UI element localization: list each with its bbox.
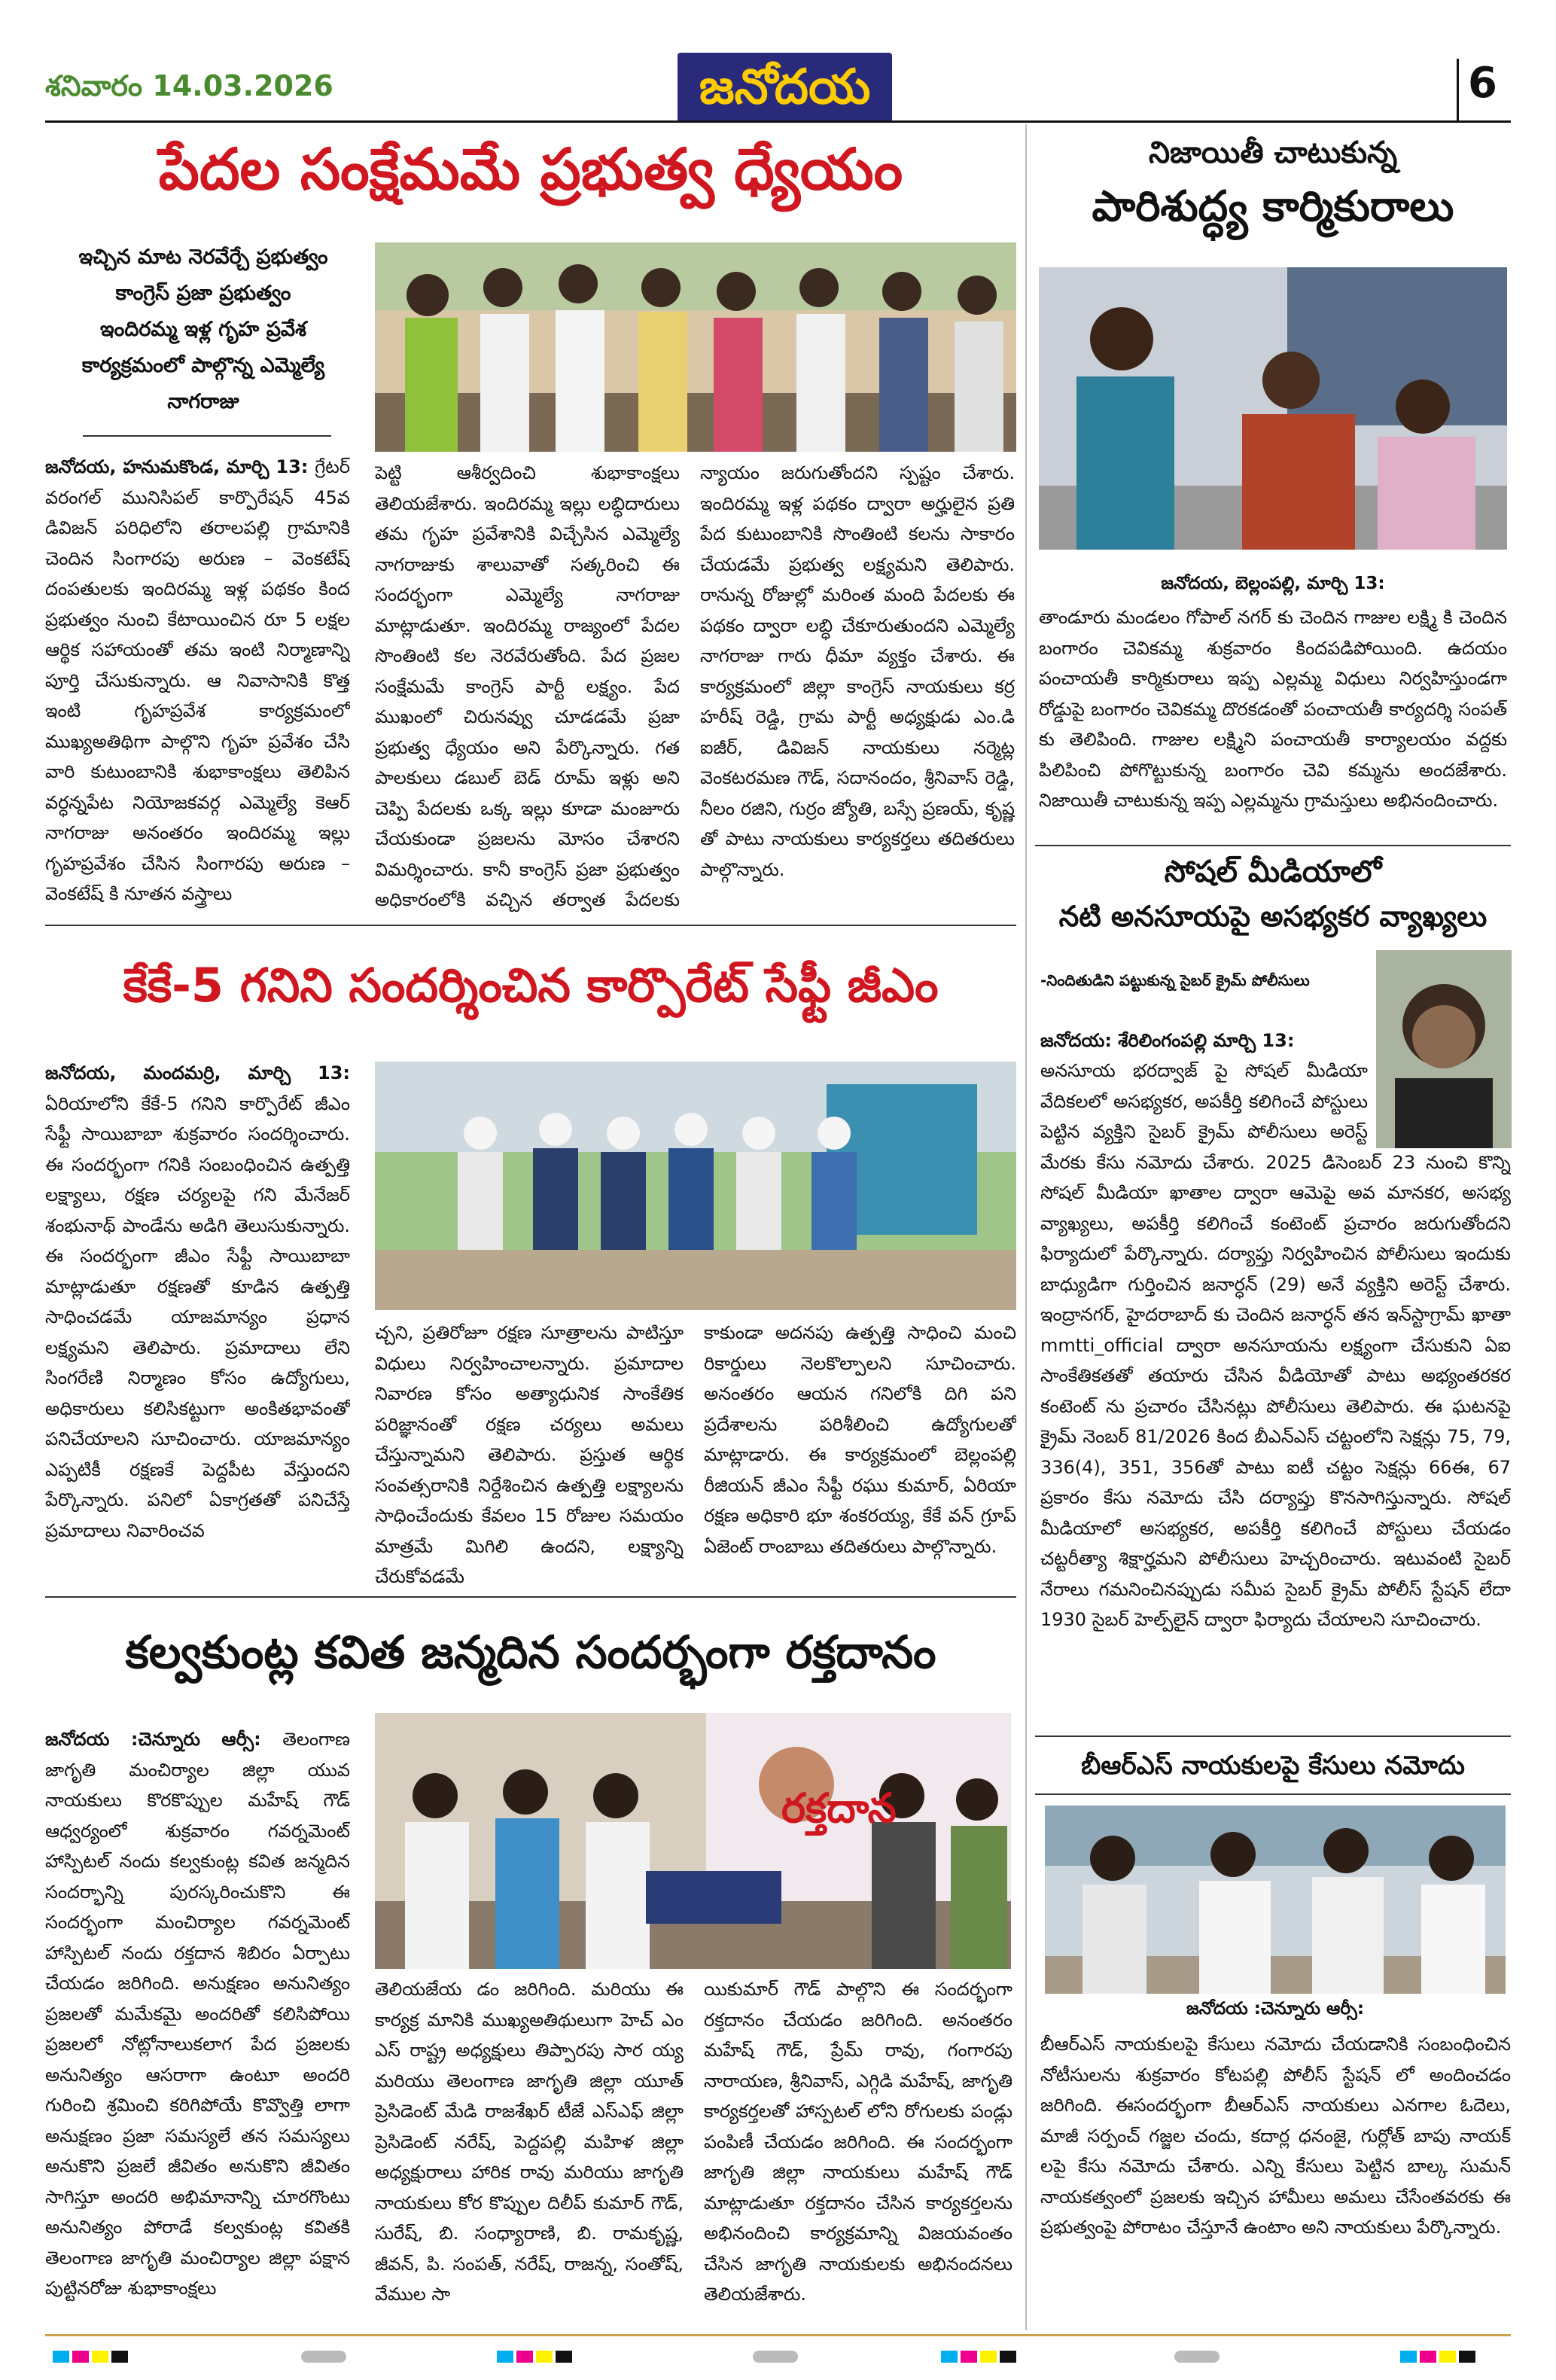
story6-headline: బీఆర్ఎస్ నాయకులపై కేసులు నమోదు [1081,1751,1465,1781]
story3-body-text-cont: మేరకు కేసు నమోదు చేశారు. 2025 డిసెంబర్ 23 నుంచి కొన్ని సోషల్ మీడియా ఖాతాల ద్వారా ఆమెపై అవ మానకర, అసభ్య వ్యాఖ్యలు, అపకీర్తి కలిగించే కంటెంట్ ప్రచారం జరుగుతోందని ఫిర్యాదులో పేర్కొన్నారు. దర్యాప్తు నిర్వహించిన పోలీసులు ఇందుకు బాధ్యుడిగా గుర్తించిన జనార్ధన్ (29) అనే వ్యక్తిని అరెస్ట్ చేశారు. ఇంద్రానగర్, హైదరాబాద్ కు చెందిన జనార్ధన్ తన ఇన్‌స్టాగ్రామ్ ఖాతా mmtti_official ద్వారా అనసూయను లక్ష్యంగా చేసుకుని ఏఐ సాంకేతికతతో తయారు చేసిన వీడియోతో పాటు అభ్యంతరకర కంటెంట్ ను ప్రచారం చేసినట్లు పోలీసులు తెలిపారు. ఈ ఘటనపై క్రైమ్ నెంబర్ 81/2026 కింద బీఎన్ఎస్ చట్టంలోని సెక్షన్లు 75, 79, 336(4), 351, 356తో పాటు ఐటీ చట్టం సెక్షన్లు 66ఈ, 67 ప్రకారం కేసు నమోదు చేసి దర్యాప్తు కొనసాగిస్తున్నారు. సోషల్ మీడియాలో అసభ్యకర, అపకీర్తి కలిగించే పోస్టులు చేయడం చట్టరీత్యా శిక్షార్హమని పోలీసులు హెచ్చరించారు. ఇటువంటి సైబర్ నేరాలు గమనించినప్పుడు సమీప సైబర్ క్రైమ్ పోలీస్ స్టేషన్ లేదా 1930 సైబర్ హెల్ప్‌లైన్ ద్వారా ఫిర్యాదు చేయాలని సూచించారు. [1040,1151,1511,1630]
story3-body-cont [1040,1147,1511,1727]
newspaper-logo: జనోదయ [678,53,892,122]
story1-column-2 [375,458,680,919]
story2-photo-caption: జనోదయ, బెల్లంపల్లి, మార్చి 13: [1161,574,1385,593]
story4-dateline: జనోదయ, మందమర్రి, మార్చి 13: [45,1062,350,1083]
story3-bottom-rule [1035,1735,1511,1737]
story3-headline-line1: సోషల్ మీడియాలో [1164,855,1382,889]
issue-date: శనివారం 14.03.2026 [45,69,333,102]
page-number: 6 [1468,59,1497,108]
story3-dateline: జనోదయ: శేరిలింగంపల్లి మార్చి 13: [1040,1030,1295,1051]
story2-headline-line2: పారిశుద్ధ్య కార్మికురాలు [1092,182,1454,231]
story4-top-rule [45,925,1016,926]
story1-subhead-rule [83,435,331,437]
story1-subhead: కాంగ్రెస్ ప్రజా ప్రభుత్వం [115,282,291,305]
story5-body-1: తెలంగాణ జాగృతి మంచిర్యాల జిల్లా యువ నాయకులు కొరకొప్పుల మహేష్ గౌడ్ ఆధ్వర్యంలో శుక్రవారం గవర్నమెంట్ హాస్పిటల్ నందు కల్వకుంట్ల కవిత జన్మదిన సందర్భాన్ని పురస్కరించుకొని ఈ సందర్భంగా మంచిర్యాల గవర్నమెంట్ హాస్పిటల్ నందు రక్తదాన శిబిరం ఏర్పాటు చేయడం జరిగింది. అనుక్షణం అనునిత్యం ప్రజలతో మమేకమై అందరితో కలిసిపోయి ప్రజలలో నోట్లోనాలుకలాగ పేద ప్రజలకు అనునిత్యం ఆసరాగా ఉంటూ అందరి గురించి శ్రమించి కరిగిపోయే కొవ్వొత్తి లాగా అనుక్షణం ప్రజా సమస్యలే తన సమస్యలు అనుకొని ప్రజలే జీవితం అనుకొని జీవితం సాగిస్తూ అందరి అభిమానాన్ని చూరగొంటు అనునిత్యం పోరాడే కల్వకుంట్ల కవితకి తెలంగాణ జాగృతి మంచిర్యాల జిల్లా పక్షాన పుట్టినరోజు శుభాకాంక్షలు [45,1729,350,2299]
masthead-rule [45,120,1511,123]
story1-dateline: జనోదయ, హనుమకొండ, మార్చి 13: [45,456,315,477]
story4-body-1: ఏరియాలోని కేకే-5 గనిని కార్పొరేట్ జీఎం సేఫ్టీ సాయిబాబా శుక్రవారం సందర్శించారు. ఈ సందర్భంగా గనికి సంబంధించిన ఉత్పత్తి లక్ష్యాలు, రక్షణ చర్యలపై గని మేనేజర్ శంభునాథ్ పాండేను అడిగి తెలుసుకున్నారు. ఈ సందర్భంగా జీఎం సేఫ్టీ సాయిబాబా మాట్లాడుతూ రక్షణతో కూడిన ఉత్పత్తి సాధించడమే యాజమాన్యం ప్రధాన లక్ష్యమని తెలిపారు. ప్రమాదాలు లేని సింగరేణి నిర్మాణం కోసం ఉద్యోగులు, అధికారులు కలిసికట్టుగా అంకితభావంతో పనిచేయాలని సూచించారు. యాజమాన్యం ఎప్పటికీ రక్షణకే పెద్దపీట వేస్తుందని పేర్కొన్నారు. పనిలో ఏకాగ్రతతో పనిచేస్తే ప్రమాదాలు నివారించవ [45,1092,350,1541]
story1-column-3 [700,458,1015,919]
story4-body-2: చ్చని, ప్రతిరోజూ రక్షణ సూత్రాలను పాటిస్తూ విధులు నిర్వహించాలన్నారు. ప్రమాదాల నివారణ కోసం అత్యాధునిక సాంకేతిక పరిజ్ఞానంతో రక్షణ చర్యలు అమలు చేస్తున్నామని తెలిపారు. ప్రస్తుత ఆర్థిక సంవత్సరానికి నిర్దేశించిన ఉత్పత్తి లక్ష్యాలను సాధించేందుకు కేవలం 15 రోజుల సమయం మాత్రమే మిగిలి ఉందని, లక్ష్యాన్ని చేరుకోవడమే [375,1322,684,1587]
story2-photo [1039,267,1507,550]
story6-body-text: బీఆర్ఎస్ నాయకులపై కేసులు నమోదు చేయడానికి సంబంధించిన నోటీసులను శుక్రవారం కోటపల్లి పోలీస్ స్టేషన్ లో అందించడం జరిగింది. ఈసందర్భంగా బీఆర్ఎస్ నాయకులు ఎనగాల ఓదెలు, మాజీ సర్పంచ్ గజ్జల చందు, కదార్ల ధనంజై, గుర్లోత్ బాపు నాయక్ లపై కేసు నమోదు చేశారు. ఎన్ని కేసులు పెట్టిన బాల్క సుమన్ నాయకత్వంలో ప్రజలకు ఇచ్చిన హామీలు అమలు చేసేంతవరకు ఈ ప్రభుత్వంపై పోరాటం చేస్తూనే ఉంటాం అని నాయకులు పేర్కొన్నారు. [1040,2034,1511,2238]
column-divider [1025,124,1027,2330]
story1-subhead: ఇచ్చిన మాట నెరవేర్చే ప్రభుత్వం [78,245,328,269]
story1-subhead: కార్యక్రమంలో పాల్గొన్న ఎమ్మెల్యే [81,354,325,377]
story4-headline: కేకే-5 గనిని సందర్శించిన కార్పొరేట్ సేఫ్టీ జీఎం [123,958,939,1013]
story2-body [1039,602,1507,845]
story5-column-3 [704,1974,1012,2327]
story3-headline-line2: నటి అనసూయపై అసభ్యకర వ్యాఖ్యలు [1058,900,1487,933]
story5-column-1 [45,1724,350,2327]
page-number-divider [1457,59,1459,123]
story3-subhead: -నిందితుడిని పట్టుకున్న సైబర్ క్రైమ్ పోలీసులు [1040,971,1310,989]
story5-column-2 [375,1974,684,2327]
story5-photo [375,1713,1011,1969]
story3-body-text: అనసూయ భరద్వాజ్ పై సోషల్ మీడియా వేదికలలో అసభ్యకర, అపకీర్తి కలిగించే పోస్టులు పెట్టిన వ్యక్తిని సైబర్ క్రైమ్ పోలీసులు అరెస్ట్ [1040,1060,1368,1142]
story5-body-3: యికుమార్ గౌడ్ పాల్గొని ఈ సందర్భంగా రక్తదానం చేయడం జరిగింది. అనంతరం మహేష్ గౌడ్, ప్రేమ్ రావు, గంగారపు నారాయణ, శ్రీనివాస్, ఎగ్గిడి మహేష్, జాగృతి కార్యకర్తలతో హాస్పటల్ లోని రోగులకు పండ్లు పంపిణీ చేయడం జరిగింది. ఈ సందర్భంగా జాగృతి జిల్లా నాయకులు మహేష్ గౌడ్ మాట్లాడుతూ రక్తదానం చేసిన కార్యకర్తలను అభినందించి కార్యక్రమాన్ని విజయవంతం చేసిన జాగృతి నాయకులకు అభినందనలు తెలియజేశారు. [704,1979,1012,2305]
blood-donation-banner-text: రక్తదాన [781,1784,897,1832]
story5-dateline: జనోదయ :చెన్నూరు ఆర్సీ: [45,1729,283,1750]
story6-headline-rule [1035,1793,1511,1795]
story1-body-1: గ్రేటర్ వరంగల్ మునిసిపల్ కార్పొరేషన్ 45వ డివిజన్ పరిధిలోని తరాలపల్లి గ్రామానికి చెందిన సింగారపు అరుణ – వెంకటేష్ దంపతులకు ఇందిరమ్మ ఇళ్ల పథకం కింద ప్రభుత్వం నుంచి కేటాయించిన రూ 5 లక్షల ఆర్థిక సహాయంతో తమ ఇంటి నిర్మాణాన్ని పూర్తి చేసుకున్నారు. ఆ నివాసానికి కొత్త ఇంటి గృహప్రవేశ కార్యక్రమంలో ముఖ్యఅతిథిగా పాల్గొని గృహ ప్రవేశం చేసి వారి కుటుంబానికి శుభాకాంక్షలు తెలిపిన వర్ధన్నపేట నియోజకవర్గ ఎమ్మెల్యే కెఆర్ నాగరాజు అనంతరం ఇందిరమ్మ ఇల్లు గృహప్రవేశం చేసిన సింగారపు అరుణ – వెంకటేష్ కి నూతన వస్త్రాలు [45,456,350,904]
story1-subheads [53,239,354,420]
story5-headline: కల్వకుంట్ల కవిత జన్మదిన సందర్భంగా రక్తదానం [125,1626,936,1679]
story1-body-3: న్యాయం జరుగుతోందని స్పష్టం చేశారు. ఇందిరమ్మ ఇళ్ల పథకం ద్వారా అర్హులైన ప్రతి పేద కుటుంబానికి సొంతింటి కలను సాకారం చేయడమే ప్రభుత్వ లక్ష్యమని తెలిపారు. రానున్న రోజుల్లో మరింత మంది పేదలకు ఈ పథకం ద్వారా లబ్ధి చేకూరుతుందని ఎమ్మెల్యే నాగరాజు గారు ధీమా వ్యక్తం చేశారు. ఈ కార్యక్రమంలో జిల్లా కాంగ్రెస్ నాయకులు కర్ర హరీష్ రెడ్డి, గ్రామ పార్టీ అధ్యక్షుడు ఎం.డి ఐజీర్, డివిజన్ నాయకులు నర్మెట్ల వెంకటరమణ గౌడ్, సదానందం, శ్రీనివాస్ రెడ్డి, నీలం రజిని, గుర్రం జ్యోతి, బస్సే ప్రణయ్, కృష్ణ తో పాటు నాయకులు కార్యకర్తలు తదితరులు పాల్గొన్నారు. [700,462,1015,880]
story6-photo-caption: జనోదయ :చెన్నూరు ఆర్సీ: [1186,1999,1365,2019]
story4-column-3 [704,1318,1016,1589]
story5-body-2: తెలియజేయ డం జరిగింది. మరియు ఈ కార్యక్ర మానికి ముఖ్యఅతిథులుగా హెచ్ ఎం ఎస్ రాష్ట్ర అధ్యక్షులు తిప్పారపు సార య్య మరియు తెలంగాణ జాగృతి జిల్లా యూత్ ప్రెసిడెంట్ మేడి రాజశేఖర్ టీజే ఎస్ఎఫ్ జిల్లా ప్రెసిడెంట్ నరేష్, పెద్దపల్లి మహిళ జిల్లా అధ్యక్షురాలు హారిక రావు మరియు జాగృతి నాయకులు కోర కొప్పుల దిలీప్ కుమార్ గౌడ్, సురేష్, బి. సంధ్యారాణి, బి. రామకృష్ణ, జీవన్, పి. సంపత్, నరేష్, రాజన్న, సంతోష్, వేముల సా [375,1979,684,2305]
registration-marks [45,2349,1511,2364]
story4-column-2 [375,1318,684,1589]
story4-column-1 [45,1058,350,1589]
story1-column-1 [45,452,350,919]
story1-subhead: ఇందిరమ్మ ఇళ్ల గృహ ప్రవేశ [100,318,306,341]
story4-body-3: కాకుండా అదనపు ఉత్పత్తి సాధించి మంచి రికార్డులు నెలకొల్పాలని సూచించారు. అనంతరం ఆయన గనిలోకి దిగి పని ప్రదేశాలను పరిశీలించి ఉద్యోగులతో మాట్లాడారు. ఈ కార్యక్రమంలో బెల్లంపల్లి రీజియన్ జీఎం సేఫ్టీ రఘు కుమార్, ఏరియా రక్షణ అధికారి భూ శంకరయ్య, కేకే వన్ గ్రూప్ ఏజెంట్ రాంబాబు తదితరులు పాల్గొన్నారు. [704,1322,1016,1557]
story5-top-rule [45,1596,1016,1598]
story6-body [1040,2029,1511,2330]
story2-body-text: తాండూరు మండలం గోపాల్ నగర్ కు చెందిన గాజుల లక్ష్మి కి చెందిన బంగారం చెవికమ్మ శుక్రవారం కిందపడిపోయింది. ఉదయం పంచాయతీ కార్మికురాలు ఇప్ప ఎల్లమ్మ విధులు నిర్వహిస్తుండగా రోడ్డుపై బంగారం చెవికమ్మ దొరకడంతో పంచాయతీ కార్యదర్శి సంపత్ కు తెలిపింది. గాజుల లక్ష్మిని పంచాయతీ కార్యాలయం వద్దకు పిలిపించి పోగొట్టుకున్న బంగారం చెవి కమ్మను అందజేశారు. నిజాయితీ చాటుకున్న ఇప్ప ఎల్లమ్మను గ్రామస్తులు అభినందించారు. [1039,607,1507,811]
story1-body-2: పెట్టి ఆశీర్వదించి శుభాకాంక్షలు తెలియజేశారు. ఇందిరమ్మ ఇల్లు లబ్ధిదారులు తమ గృహ ప్రవేశానికి విచ్చేసిన ఎమ్మెల్యే నాగరాజుకు శాలువాతో సత్కరించి ఈ సందర్భంగా ఎమ్మెల్యే నాగరాజు మాట్లాడుతూ. ఇందిరమ్మ రాజ్యంలో పేదల సొంతింటి కల నెరవేరుతోంది. పేద ప్రజల సంక్షేమమే కాంగ్రెస్ పార్టీ లక్ష్యం. పేద ముఖంలో చిరునవ్వు చూడడమే ప్రజా ప్రభుత్వ ధ్యేయం అని పేర్కొన్నారు. గత పాలకులు డబుల్ బెడ్ రూమ్ ఇళ్లు అని చెప్పి పేదలకు ఒక్క ఇల్లు కూడా మంజూరు చేయకుండా ప్రజలను మోసం చేశారని విమర్శించారు. కానీ కాంగ్రెస్ ప్రజా ప్రభుత్వం అధికారంలోకి వచ్చిన తర్వాత పేదలకు [375,462,680,910]
story4-photo [375,1062,1016,1310]
footer-rule [45,2334,1511,2336]
story1-subhead: నాగరాజు [167,390,239,413]
story2-headline-line1: నిజాయితీ చాటుకున్న [1148,136,1398,170]
story1-headline: పేదల సంక్షేమమే ప్రభుత్వ ధ్యేయం [158,136,903,203]
story1-photo [375,242,1016,452]
story6-photo [1045,1806,1506,1994]
story2-bottom-rule [1035,845,1511,846]
